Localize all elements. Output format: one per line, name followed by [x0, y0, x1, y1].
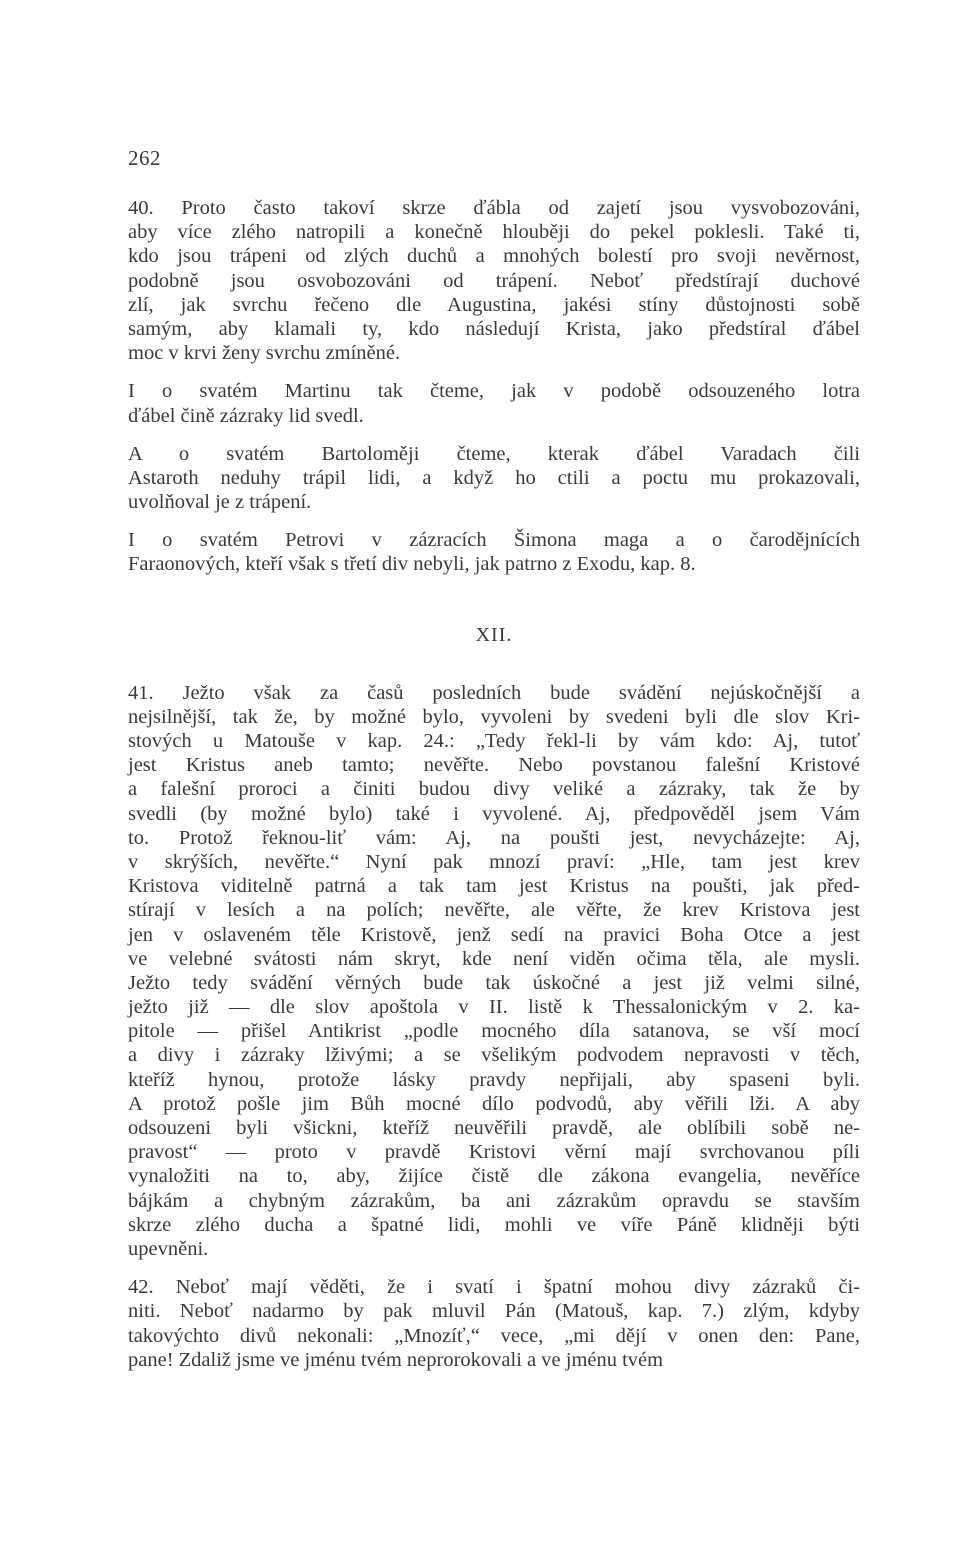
- text-line: bájkám a chybným zázrakům, ba ani zázrakům opravdu se stavším: [128, 1189, 860, 1212]
- text-line: svedli (by možné bylo) také i vyvolené. Aj, předpověděl jsem Vám: [128, 802, 860, 825]
- paragraph-40: [128, 196, 860, 365]
- text-line: uvolňoval je z trápení.: [128, 491, 312, 514]
- text-line: samým, aby klamali ty, kdo následují Krista, jako předstíral ďábel: [128, 317, 860, 340]
- section-heading: XII.: [475, 623, 513, 646]
- text-line: stírají v lesích a na polích; nevěřte, ale věřte, že krev Kristova jest: [128, 899, 860, 922]
- text-line: jest Kristus aneb tamto; nevěřte. Nebo povstanou falešní Kristové: [128, 754, 860, 777]
- text-line: a falešní proroci a činiti budou divy veliké a zázraky, tak že by: [128, 778, 860, 801]
- text-line: zlí, jak svrchu řečeno dle Augustina, jakési stíny důstojnosti sobě: [128, 293, 860, 316]
- paragraph-group-after-heading: [128, 681, 860, 1372]
- text-line: to. Protož řeknou-liť vám: Aj, na poušti jest, nevycházejte: Aj,: [128, 826, 860, 849]
- text-line: pane! Zdaliž jsme ve jménu tvém neprorokovali a ve jménu tvém: [128, 1348, 664, 1371]
- text-line: niti. Neboť nadarmo by pak mluvil Pán (Matouš, kap. 7.) zlým, kdyby: [128, 1300, 860, 1323]
- text-line: jen v oslaveném těle Kristově, jenž sedí na pravici Boha Otce a jest: [128, 923, 860, 946]
- text-line: skrze zlého ducha a špatné lidi, mohli ve víře Páně klidněji býti: [128, 1213, 860, 1236]
- paragraph-41: [128, 681, 860, 1262]
- text-line: ve velebné svátosti nám skryt, kde není viděn očima těla, ale mysli.: [128, 947, 860, 970]
- paragraph-group-before-heading: [128, 196, 860, 577]
- text-line: upevněni.: [128, 1237, 209, 1260]
- paragraph-martin: [128, 379, 860, 427]
- text-line: A protož pošle jim Bůh mocné dílo podvodů, aby věřili lži. A aby: [128, 1092, 860, 1115]
- text-line: ježto již — dle slov apoštola v II. listě k Thessalonickým v 2. ka-: [128, 996, 860, 1019]
- text-block: [128, 196, 860, 1386]
- paragraph-bartolomej: [128, 442, 860, 515]
- text-line: stových u Matouše v kap. 24.: „Tedy řekl-li by vám kdo: Aj, tutoť: [128, 730, 860, 752]
- text-line: podobně jsou osvobozováni od trápení. Neboť předstírají duchové: [128, 269, 860, 292]
- text-line: moc v krvi ženy svrchu zmíněné.: [128, 342, 401, 365]
- text-line: vynaložiti na to, aby, žijíce čistě dle zákona evangelia, nevěříce: [128, 1165, 860, 1188]
- text-line: 42. Neboť mají věděti, že i svatí i špatní mohou divy zázraků či-: [128, 1276, 860, 1299]
- text-line: pitole — přišel Antikrist „podle mocného díla satanova, se vší mocí: [128, 1020, 860, 1043]
- text-line: Faraonových, kteří však s třetí div nebyli, jak patrno z Exodu, kap. 8.: [128, 553, 696, 576]
- text-line: 41. Ježto však za časů posledních bude svádění nejúskočnější a: [128, 681, 860, 704]
- text-line: kdo jsou trápeni od zlých duchů a mnohých bolestí pro svoji nevěrnost,: [128, 245, 860, 268]
- text-line: I o svatém Martinu tak čteme, jak v podobě odsouzeného lotra: [128, 380, 860, 403]
- text-line: ďábel čině zázraky lid svedl.: [128, 404, 364, 427]
- text-line: Ježto tedy svádění věrných bude tak úskočné a jest již velmi silné,: [128, 971, 860, 994]
- text-line: Kristova viditelně patrná a tak tam jest Kristus na poušti, jak před-: [128, 875, 860, 898]
- text-line: 40. Proto často takoví skrze ďábla od zajetí jsou vysvobozováni,: [128, 197, 860, 219]
- text-line: v skrýších, nevěřte.“ Nyní pak mnozí praví: „Hle, tam jest krev: [128, 850, 860, 873]
- paragraph-petr: [128, 528, 860, 576]
- text-line: Astaroth neduhy trápil lidi, a když ho ctili a poctu mu prokazovali,: [128, 466, 860, 489]
- text-line: aby více zlého natropili a konečně hlouběji do pekel poklesli. Také ti,: [128, 221, 860, 244]
- text-line: kteříž hynou, protože lásky pravdy nepřijali, aby spaseni byli.: [128, 1068, 860, 1091]
- text-line: takovýchto divů nekonali: „Mnozíť,“ vece, „mi dějí v onen den: Pane,: [128, 1324, 860, 1347]
- text-line: a divy i zázraky lživými; a se všelikým podvodem nepravosti v těch,: [128, 1044, 860, 1067]
- text-line: I o svatém Petrovi v zázracích Šimona maga a o čarodějnících: [128, 529, 860, 552]
- text-line: odsouzeni byli všickni, kteříž neuvěřili pravdě, ale oblíbili sobě ne-: [128, 1117, 860, 1139]
- text-line: pravost“ — proto v pravdě Kristovi věrní mají svrchovanou píli: [128, 1141, 860, 1164]
- text-line: nejsilnější, tak že, by možné bylo, vyvoleni by svedeni byli dle slov Kri-: [128, 705, 860, 728]
- page-number: 262: [128, 146, 161, 170]
- text-line: A o svatém Bartoloměji čteme, kterak ďábel Varadach čili: [128, 442, 860, 465]
- paragraph-42: [128, 1275, 860, 1372]
